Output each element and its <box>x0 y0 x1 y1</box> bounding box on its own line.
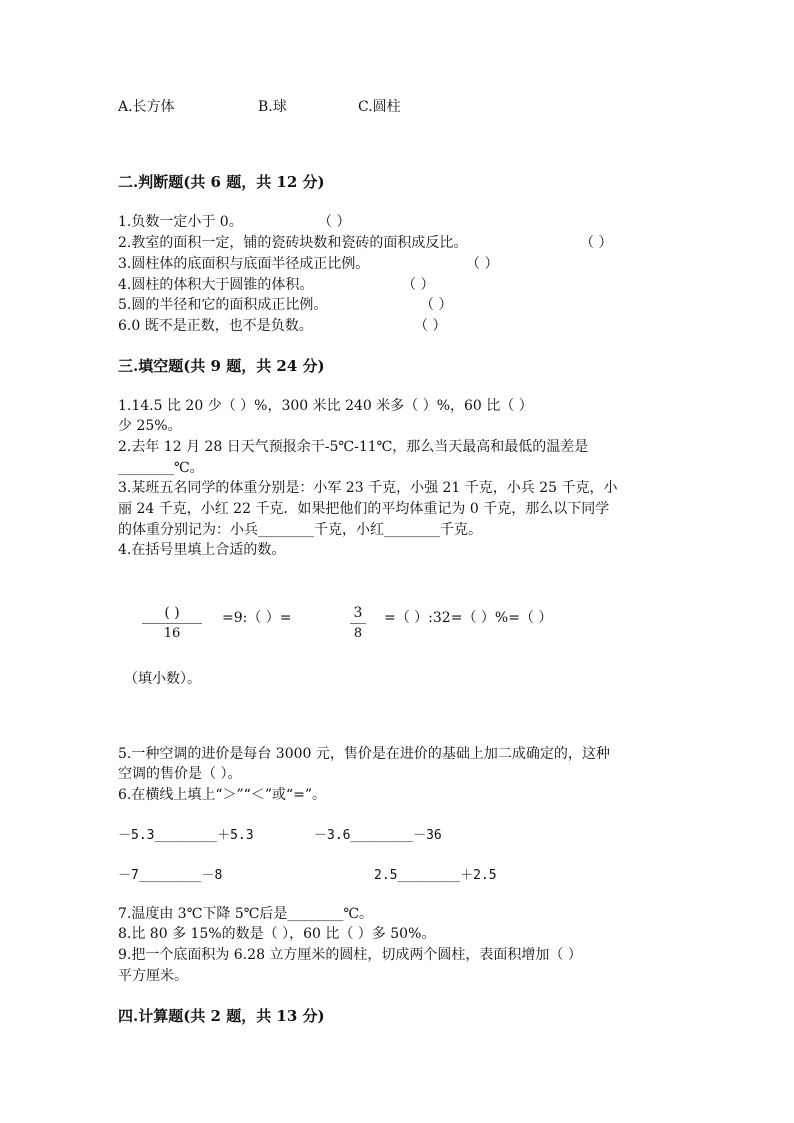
choice-c: C.圆柱 <box>358 99 401 115</box>
judge-bracket-6: （ ） <box>414 318 447 334</box>
fraction-numerator: ( ) <box>164 605 180 621</box>
choice-b: B.球 <box>258 99 287 115</box>
fill-q1-line2: 少 25%。 <box>118 418 182 434</box>
judge-bracket-3: （ ） <box>466 256 499 272</box>
compare-1: －5.3________＋5.3 <box>118 828 254 843</box>
fraction-bar <box>142 623 202 624</box>
fraction-denominator: 16 <box>163 626 181 641</box>
judge-item-3: 3.圆柱体的底面积与底面半径成正比例。 <box>118 256 370 272</box>
fraction-blank-over-16 <box>142 604 202 643</box>
fraction-numerator: 3 <box>353 605 363 621</box>
fraction-bar <box>350 623 366 624</box>
judge-item-6: 6.0 既不是正数，也不是负数。 <box>118 318 313 334</box>
fill-q9-line1: 9.把一个底面积为 6.28 立方厘米的圆柱，切成两个圆柱，表面积增加（ ） <box>118 947 582 963</box>
compare-2: －3.6________－36 <box>314 828 442 843</box>
compare-3: －7________－8 <box>118 868 223 883</box>
choice-a: A.长方体 <box>118 99 175 115</box>
judge-item-2: 2.教室的面积一定，铺的瓷砖块数和瓷砖的面积成反比。 <box>118 235 468 251</box>
judge-bracket-2: （ ） <box>580 235 613 251</box>
judge-bracket-5: （ ） <box>420 297 453 313</box>
judge-item-5: 5.圆的半径和它的面积成正比例。 <box>118 297 328 313</box>
fill-q4-note: （填小数）。 <box>124 671 201 687</box>
fill-q2-line1: 2.去年 12 月 28 日天气预报余干-5℃-11℃，那么当天最高和最低的温差是 <box>118 439 589 455</box>
fill-q1-line1: 1.14.5 比 20 少（ ）%，300 米比 240 米多（ ）%，60 比（ ） <box>118 398 533 414</box>
fill-q6: 6.在横线上填上“＞”“＜”或“=”。 <box>118 787 327 803</box>
fill-q3-line2: 丽 24 千克，小红 22 千克．如果把他们的平均体重记为 0 千克，那么以下同学 <box>118 501 610 517</box>
judge-item-1: 1.负数一定小于 0。 <box>118 214 243 230</box>
equation-part-2: =（ ）:32=（ ）%=（ ） <box>384 610 553 626</box>
equation-part-1: =9:（ ）= <box>222 610 292 626</box>
fill-q7: 7.温度由 3℃下降 5℃后是________℃。 <box>118 906 374 922</box>
fill-q3-line3: 的体重分别记为：小兵________千克，小红________千克。 <box>118 522 482 538</box>
fill-q5-line1: 5.一种空调的进价是每台 3000 元，售价是在进价的基础上加二成确定的，这种 <box>118 746 610 762</box>
fraction-denominator: 8 <box>353 626 363 641</box>
judge-item-4: 4.圆柱的体积大于圆锥的体积。 <box>118 277 314 293</box>
fill-q4: 4.在括号里填上合适的数。 <box>118 542 286 558</box>
fraction-three-eighths <box>328 604 388 643</box>
judge-bracket-4: （ ） <box>402 277 435 293</box>
fill-q8: 8.比 80 多 15%的数是（ ），60 比（ ）多 50%。 <box>118 926 436 942</box>
section-3-title: 三.填空题(共 9 题，共 24 分) <box>118 357 325 375</box>
judge-bracket-1: （ ） <box>318 214 351 230</box>
fill-q3-line1: 3.某班五名同学的体重分别是：小军 23 千克，小强 21 千克，小兵 25 千克，小 <box>118 480 618 496</box>
fill-q2-line2: ________℃。 <box>118 460 204 476</box>
fill-q9-line2: 平方厘米。 <box>118 968 188 984</box>
fill-q5-line2: 空调的售价是（ ）。 <box>118 766 242 782</box>
compare-4: 2.5________＋2.5 <box>374 868 497 883</box>
section-2-title: 二.判断题(共 6 题，共 12 分) <box>118 173 325 191</box>
section-4-title: 四.计算题(共 2 题，共 13 分) <box>118 1007 325 1025</box>
